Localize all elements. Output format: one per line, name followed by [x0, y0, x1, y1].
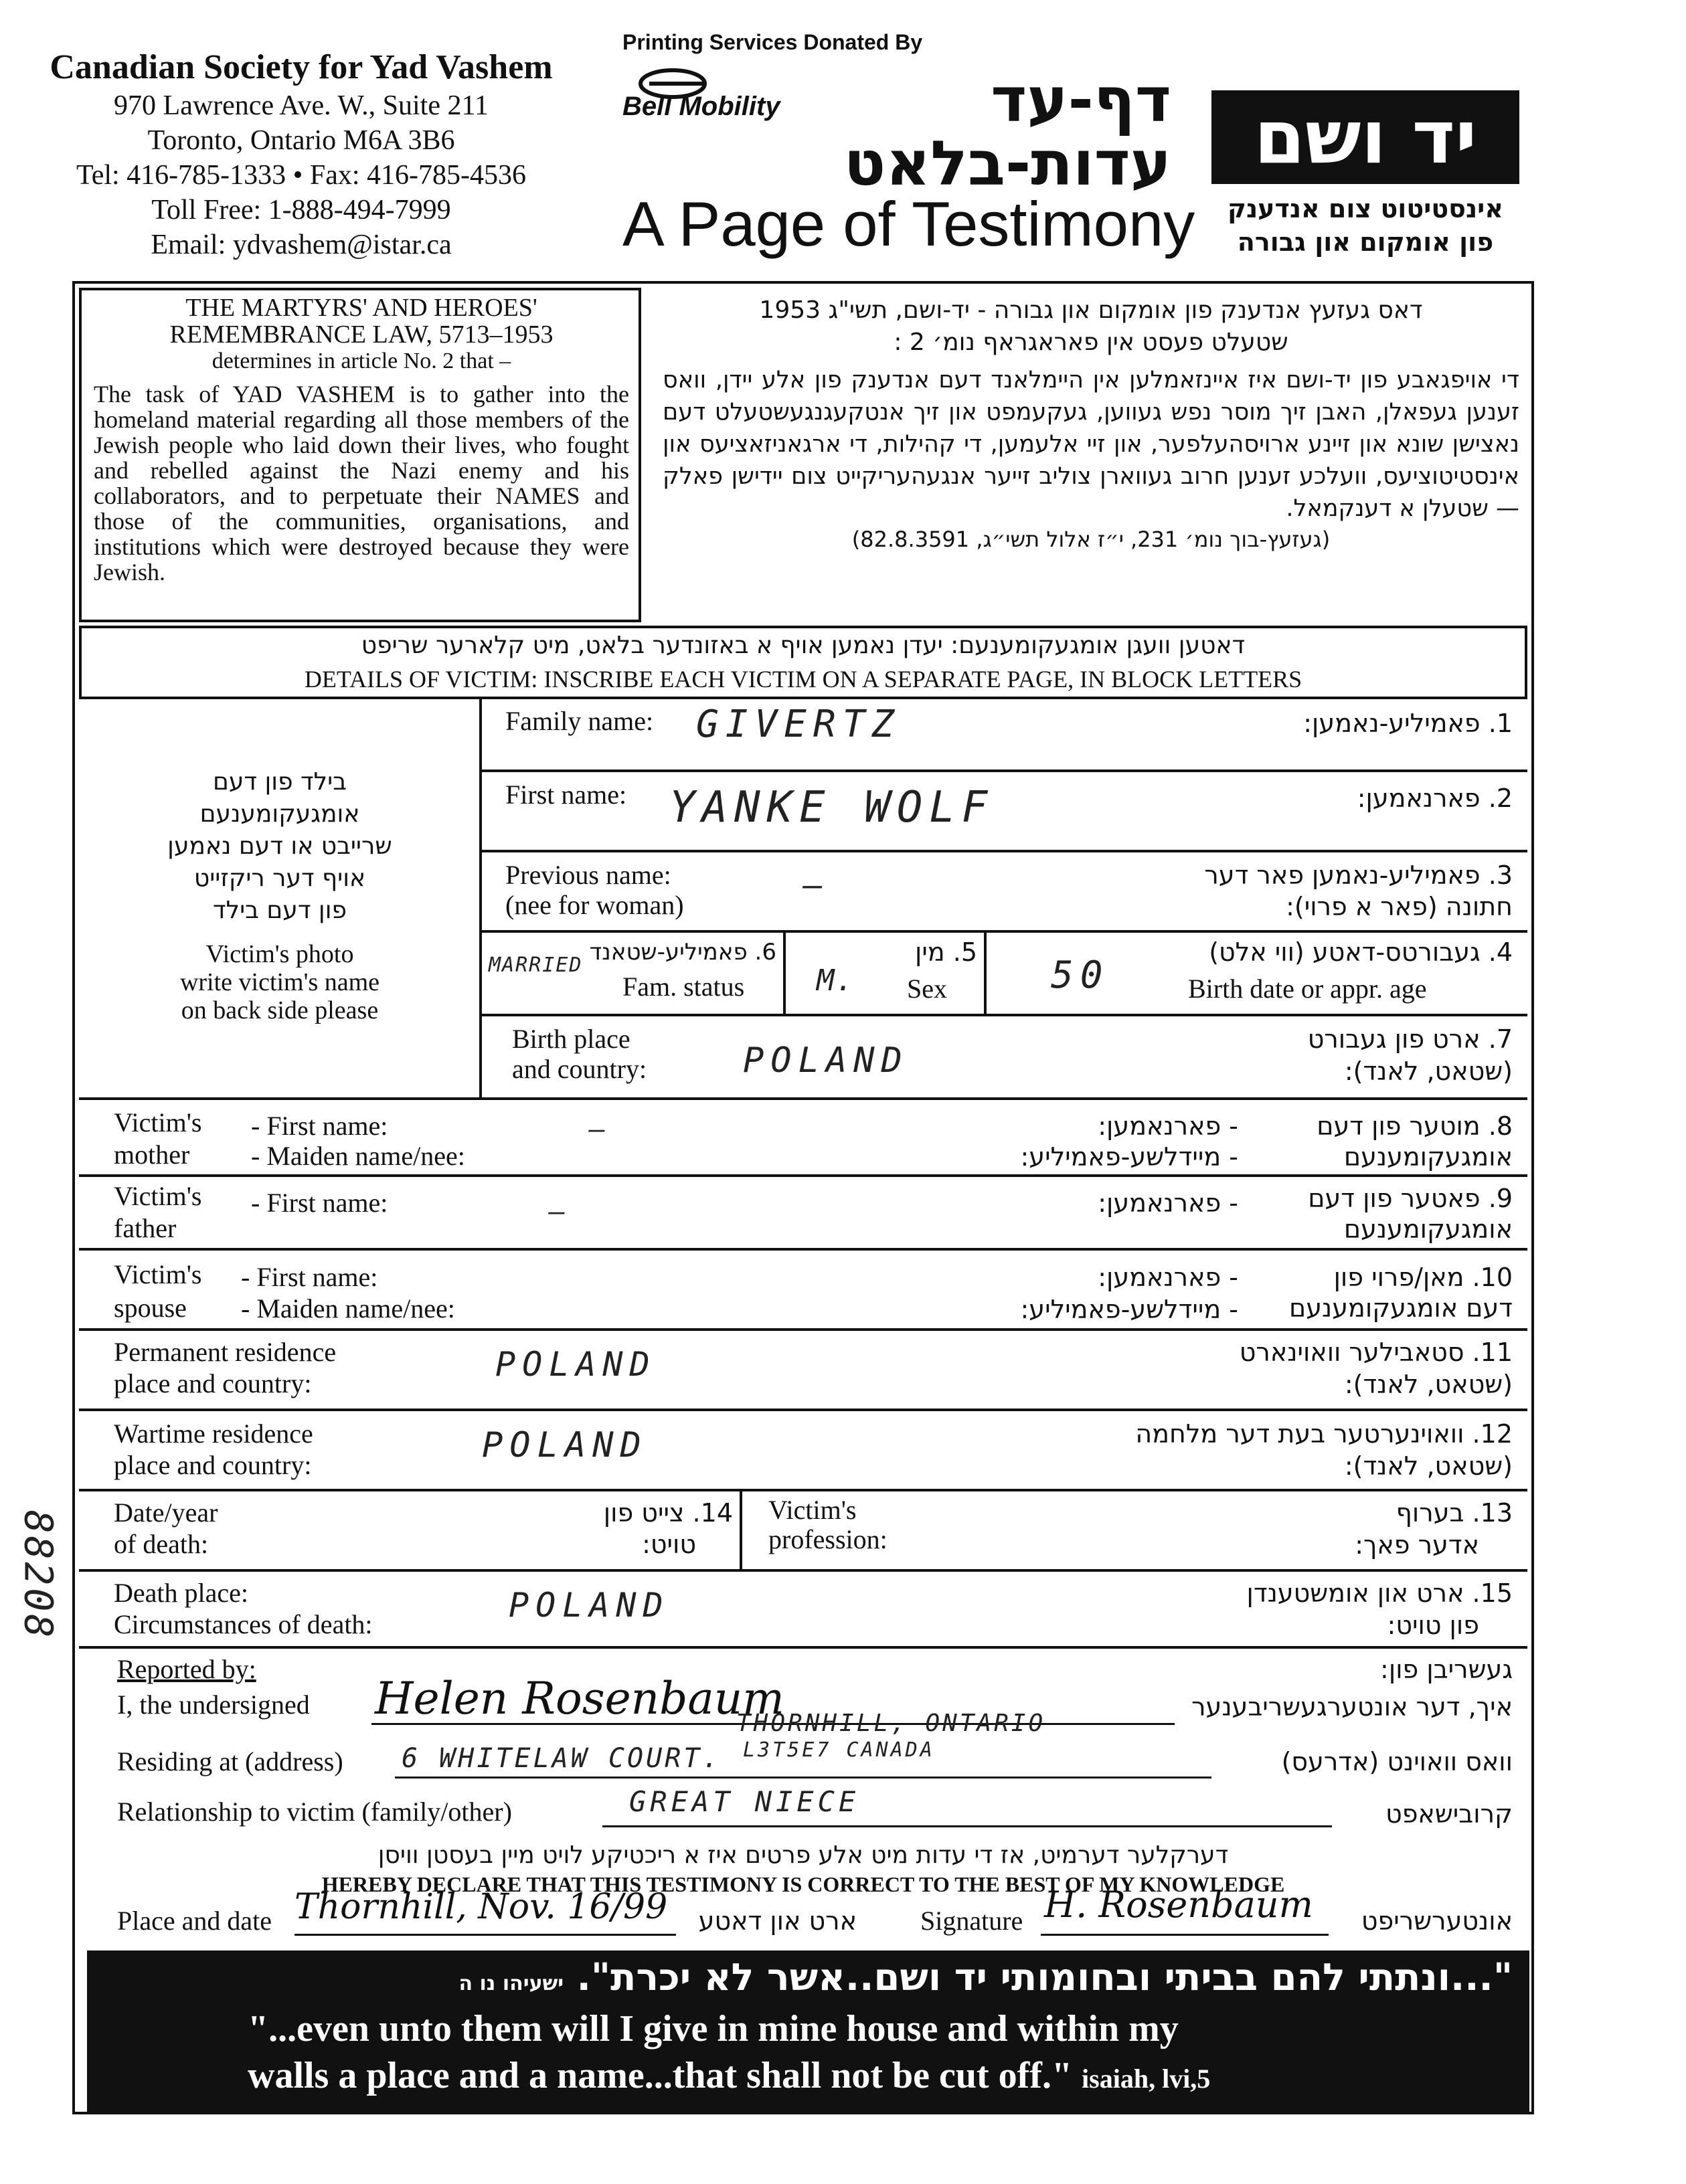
footer-english-2 — [248, 2054, 1210, 2097]
law-heading-1: THE MARTYRS' AND HEROES' — [185, 294, 537, 322]
photo-box[interactable] — [79, 699, 481, 1097]
row-line — [79, 1174, 1527, 1177]
row-line — [79, 1408, 1527, 1411]
spouse-label-a: Victim's — [114, 1259, 202, 1289]
wartime-residence-he: 12. וואוינערטער בעת דער מלחמה — [1135, 1419, 1513, 1449]
law-he-citation: (געזעץ-בוך נומ׳ 231, י״ז אלול תשי״ג, 82.8.3591) — [851, 527, 1331, 552]
previous-name-label: Previous name: — [505, 860, 671, 890]
father-label-a: Victim's — [114, 1181, 202, 1211]
sex-he: 5. מין — [914, 937, 977, 967]
birth-place-he: 7. ארט פון געבורט — [1307, 1024, 1513, 1054]
father-label-b: father — [114, 1213, 177, 1243]
law-he-body: די אויפגאבע פון יד-ושם איז איינזאמלען אין היימלאנד דעם אנדענק פון אלע יידן, וואס זענען געפאלן, האבן זיך מוסר נפש געווען, געקעמפט און זיך אנטקעגנגעשטעלט דעם נאצישן שונא און זיינע ארויסהעלפער, און זיי אלעמען, די קהילות, די ארגאניזאציעס און אינסטיטוציעס, וועלכע זענען חרוב געווארן צוליב זייער אנגעהעריקייט צום יידישן פאלק — שטעלן א דענקמאל. — [663, 367, 1519, 522]
mother-sub-1: - First name: — [251, 1111, 388, 1141]
father-value[interactable]: — — [549, 1196, 572, 1227]
spouse-sub-2: - Maiden name/nee: — [241, 1293, 455, 1324]
mother-he-sub-1: - פארנאמען: — [1098, 1111, 1238, 1141]
row-line — [79, 1489, 1527, 1491]
relationship-label: Relationship to victim (family/other) — [117, 1797, 512, 1827]
photo-yiddish — [79, 699, 481, 927]
first-name-he: 2. פארנאמען: — [1357, 784, 1513, 813]
previous-name-value[interactable]: — — [803, 867, 829, 904]
previous-name-he: 3. פאמיליע-נאמען פאר דער — [1204, 860, 1513, 890]
spouse-sub-1: - First name: — [241, 1262, 378, 1292]
col-line — [783, 930, 786, 1014]
sex-label: Sex — [907, 974, 947, 1004]
mother-value[interactable]: — — [589, 1114, 612, 1145]
wartime-residence-he-2: (שטאט, לאנד): — [1344, 1451, 1513, 1481]
death-place-he-2: פון טויט: — [1387, 1611, 1479, 1640]
yad-vashem-sub-1: אינסטיטוט צום אנדענק — [1227, 194, 1504, 223]
details-heading-yiddish: דאטען וועגן אומגעקומענעם: יעדן נאמען אויף א באזונדער בלאט, מיט קלארער שריפט — [361, 632, 1246, 659]
profession-he-2: אדער פאך: — [1355, 1530, 1479, 1560]
photo-divider — [479, 699, 482, 1097]
permanent-residence-value[interactable]: POLAND — [495, 1345, 657, 1384]
first-name-value[interactable]: YANKE WOLF — [669, 783, 995, 832]
org-phone-fax: Tel: 416-785-1333 • Fax: 416-785-4536 — [76, 160, 527, 191]
bell-logo-text: Bell Mobility — [622, 92, 780, 121]
address-value-2[interactable]: THORNHILL, ONTARIO — [736, 1710, 1046, 1737]
address-value-1[interactable]: 6 WHITELAW COURT. — [402, 1743, 722, 1774]
photo-yiddish-line: אומגעקומענעם — [199, 800, 360, 828]
relationship-value[interactable]: GREAT NIECE — [629, 1785, 860, 1818]
family-name-value[interactable]: GIVERTZ — [696, 703, 902, 746]
permanent-residence-he: 11. סטאבילער וואוינארט — [1239, 1338, 1513, 1367]
footer-hebrew — [87, 1956, 1513, 1999]
law-english — [94, 294, 629, 585]
row-line — [479, 930, 1527, 933]
margin-archive-number: 88208 — [15, 1510, 62, 1641]
address-label: Residing at (address) — [117, 1746, 343, 1777]
signature-value[interactable]: H. Rosenbaum — [1044, 1884, 1313, 1926]
org-email: Email: ydvashem@istar.ca — [151, 230, 452, 260]
english-title: A Page of Testimony — [622, 189, 1195, 259]
signature-underline — [1041, 1934, 1329, 1936]
photo-yiddish-line: בילד פון דעם — [212, 768, 347, 796]
row-line — [79, 1097, 1527, 1100]
mother-he-label-2: אומגעקומענעם — [1343, 1142, 1513, 1172]
fam-status-value[interactable]: MARRIED — [489, 953, 583, 977]
address-underline — [395, 1777, 1211, 1779]
wartime-residence-label-2: place and country: — [114, 1450, 312, 1480]
row-line — [79, 1248, 1527, 1251]
org-name: Canadian Society for Yad Vashem — [50, 48, 553, 86]
signature-label: Signature — [920, 1906, 1023, 1936]
spouse-he-sub-2: - מיידלשע-פאמיליע: — [1020, 1295, 1238, 1324]
col-line — [740, 1489, 742, 1569]
fam-status-label: Fam. status — [622, 972, 745, 1002]
undersigned-label: I, the undersigned — [117, 1690, 310, 1720]
org-toll-free: Toll Free: 1-888-494-7999 — [151, 195, 451, 225]
yiddish-title-2: עדות-בלאט — [843, 128, 1171, 199]
wartime-residence-value[interactable]: POLAND — [482, 1425, 648, 1465]
mother-sub-2: - Maiden name/nee: — [251, 1141, 465, 1171]
footer-english-1: "...even unto them will I give in mine house and within my — [248, 2008, 1179, 2050]
photo-english-line: write victim's name — [179, 968, 380, 996]
law-body: The task of YAD VASHEM is to gather into the homeland material regarding all those members of the Jewish people who laid down their lives, who fought and rebelled against the Nazi enemy and his collaborators, and to perpetuate their NAMES and those of the communities, organisations, and institutions which were destroyed because they were Jewish. — [94, 381, 629, 585]
birth-place-label: Birth place — [512, 1024, 630, 1054]
footer-band — [87, 1950, 1529, 2114]
photo-yiddish-line: פון דעם בילד — [212, 897, 347, 924]
place-date-underline — [294, 1934, 676, 1936]
address-he: וואס וואוינט (אדרעס) — [1281, 1747, 1513, 1777]
spouse-he-label-2: דעם אומגעקומענעם — [1289, 1293, 1513, 1323]
wartime-residence-label: Wartime residence — [114, 1419, 313, 1449]
yad-vashem-logo — [1211, 90, 1519, 184]
row-line — [79, 1328, 1527, 1331]
declaration-he: דערקלער דערמיט, אז די עדות מיט אלע פרטים איז א ריכטיקע לויט מיין בעסטן וויסן — [377, 1841, 1229, 1869]
footer-hebrew-source: ישעיהו נו ה — [458, 1972, 564, 1995]
mother-label-b: mother — [114, 1140, 190, 1170]
place-date-he: ארט און דאטע — [698, 1906, 857, 1936]
yad-vashem-logo-text: יד ושם — [1254, 94, 1477, 180]
row-line — [479, 850, 1527, 852]
place-date-label: Place and date — [117, 1906, 272, 1936]
photo-yiddish-line: אויף דער ריקזייט — [193, 864, 366, 892]
mother-label-a: Victim's — [114, 1107, 202, 1138]
date-of-death-he: 14. צייט פון — [603, 1498, 733, 1528]
spouse-he-sub-1: - פארנאמען: — [1098, 1263, 1238, 1292]
date-of-death-label-2: of death: — [114, 1529, 209, 1559]
declaration-en: HEREBY DECLARE THAT THIS TESTIMONY IS CORRECT TO THE BEST OF MY KNOWLEDGE — [321, 1872, 1285, 1896]
undersigned-he: איך, דער אונטערגעשריבענער — [1191, 1692, 1513, 1722]
family-name-label: Family name: — [505, 706, 654, 736]
undersigned-signature[interactable]: Helen Rosenbaum — [375, 1673, 784, 1724]
father-he-label: 9. פאטער פון דעם — [1308, 1184, 1513, 1213]
law-hebrew — [663, 294, 1519, 554]
birth-place-label-2: and country: — [512, 1054, 647, 1084]
birth-date-label: Birth date or appr. age — [1188, 974, 1427, 1004]
photo-english — [79, 940, 481, 1024]
law-he-heading-1: דאס געזעץ אנדענק פון אומקום און גבורה - יד-ושם, תשי"ג 1953 — [759, 296, 1423, 324]
father-sub-1: - First name: — [251, 1188, 388, 1218]
col-line — [984, 930, 987, 1014]
footer-english-2-text: walls a place and a name...that shall not be cut off." — [248, 2055, 1073, 2096]
org-address-2: Toronto, Ontario M6A 3B6 — [147, 125, 455, 156]
yad-vashem-sub-2: פון אומקום און גבורה — [1237, 227, 1494, 257]
row-line — [479, 769, 1527, 772]
birth-place-he-2: (שטאט, לאנד): — [1344, 1057, 1513, 1086]
mother-he-label: 8. מוטער פון דעם — [1317, 1111, 1513, 1141]
date-of-death-label: Date/year — [114, 1497, 218, 1528]
law-heading-2: REMEMBRANCE LAW, 5713–1953 — [169, 321, 554, 349]
death-place-label-2: Circumstances of death: — [114, 1609, 373, 1639]
birth-date-he: 4. געבורטס-דאטע (ווי אלט) — [1209, 937, 1513, 967]
previous-name-label-2: (nee for woman) — [505, 890, 684, 920]
fam-status-he: 6. פאמיליע-שטאנד — [589, 939, 776, 966]
death-place-value[interactable]: POLAND — [509, 1586, 670, 1625]
reported-by-he: געשריבן פון: — [1380, 1655, 1513, 1684]
org-header — [33, 47, 569, 262]
row-line — [479, 1014, 1527, 1016]
relationship-he: קרובישאפט — [1385, 1799, 1513, 1829]
row-line — [79, 1569, 1527, 1572]
photo-yiddish-line: שרייבט או דעם נאמען — [167, 832, 392, 860]
first-name-label: First name: — [505, 780, 627, 810]
footer-hebrew-quote: "...ונתתי להם בביתי ובחומותי יד ושם..אשר לא יכרת". — [576, 1956, 1513, 1999]
row-line — [79, 1646, 1527, 1649]
birth-date-value[interactable]: 50 — [1051, 953, 1110, 997]
signature-he: אונטערשריפט — [1361, 1906, 1513, 1936]
sex-value[interactable]: M. — [817, 964, 855, 998]
mother-he-sub-2: - מיידלשע-פאמיליע: — [1020, 1142, 1238, 1172]
photo-english-line: Victim's photo — [205, 940, 354, 968]
address-value-3[interactable]: L3T5E7 CANADA — [743, 1738, 935, 1762]
law-he-heading-2: שטעלט פעסט אין פאראגראף נומ׳ 2 : — [894, 329, 1288, 356]
spouse-label-b: spouse — [114, 1293, 187, 1323]
org-address-1: 970 Lawrence Ave. W., Suite 211 — [114, 90, 489, 121]
death-place-he: 15. ארט און אומשטענדן — [1246, 1578, 1513, 1608]
date-of-death-he-2: טויט: — [642, 1530, 696, 1559]
profession-label-2: profession: — [768, 1524, 888, 1554]
place-date-value[interactable]: Thornhill, Nov. 16/99 — [294, 1887, 668, 1927]
permanent-residence-label-2: place and country: — [114, 1368, 312, 1398]
family-name-he: 1. פאמיליע-נאמען: — [1303, 709, 1513, 738]
photo-english-line: on back side please — [181, 996, 379, 1024]
death-place-label: Death place: — [114, 1578, 248, 1608]
profession-label: Victim's — [768, 1495, 857, 1525]
details-heading-english: DETAILS OF VICTIM: INSCRIBE EACH VICTIM ON A SEPARATE PAGE, IN BLOCK LETTERS — [304, 666, 1302, 693]
birth-place-value[interactable]: POLAND — [743, 1040, 909, 1081]
relationship-underline — [602, 1825, 1332, 1827]
permanent-residence-label: Permanent residence — [114, 1337, 337, 1367]
permanent-residence-he-2: (שטאט, לאנד): — [1344, 1370, 1513, 1399]
printing-credit: Printing Services Donated By — [622, 30, 923, 54]
previous-name-he-2: חתונה (פאר א פרוי): — [1286, 892, 1513, 921]
yiddish-title-1: דף-עד — [991, 64, 1171, 136]
spouse-he-label: 10. מאן/פרוי פון — [1333, 1263, 1513, 1292]
law-heading-3: determines in article No. 2 that – — [212, 349, 511, 373]
father-he-label-2: אומגעקומענעם — [1343, 1214, 1513, 1244]
father-he-sub-1: - פארנאמען: — [1098, 1188, 1238, 1218]
footer-english-source: isaiah, lvi,5 — [1082, 2064, 1211, 2094]
profession-he: 13. בערוף — [1396, 1498, 1513, 1528]
reported-by-heading: Reported by: — [117, 1654, 256, 1684]
